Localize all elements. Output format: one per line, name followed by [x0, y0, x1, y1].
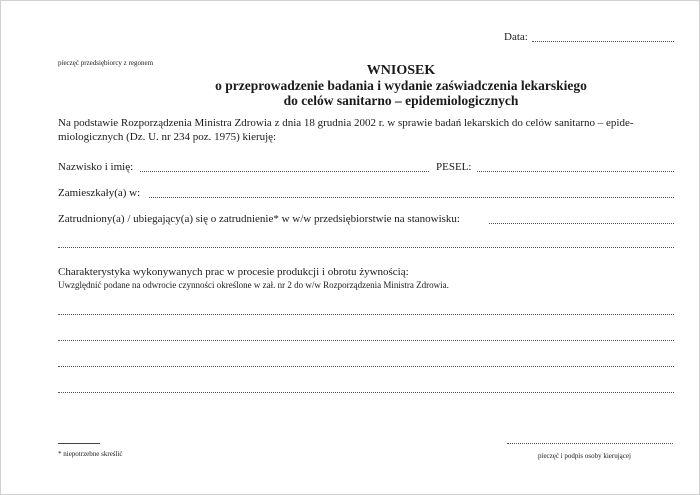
pesel-field[interactable]	[477, 171, 674, 172]
name-field[interactable]	[140, 171, 429, 172]
characteristics-line-1[interactable]	[58, 314, 674, 315]
intro-line-2: miologicznych (Dz. U. nr 234 poz. 1975) kieruję:	[58, 131, 277, 143]
date-field[interactable]	[532, 41, 674, 42]
title-line-3: do celów sanitarno – epidemiologicznych	[283, 93, 519, 108]
footnote: * niepotrzebne skreślić	[58, 450, 123, 458]
intro-line-1: Na podstawie Rozporządzenia Ministra Zdrowia z dnia 18 grudnia 2002 r. w sprawie badań lekarskich do celów sanitarno – epide-	[58, 117, 634, 129]
characteristics-line-2[interactable]	[58, 340, 674, 341]
address-label: Zamieszkały(a) w:	[58, 187, 141, 199]
characteristics-line-4[interactable]	[58, 392, 674, 393]
position-field[interactable]	[489, 223, 674, 224]
title-line-1: WNIOSEK	[366, 63, 436, 78]
characteristics-title: Charakterystyka wykonywanych prac w procesie produkcji i obrotu żywnością:	[58, 266, 409, 278]
address-field[interactable]	[149, 197, 674, 198]
employment-label: Zatrudniony(a) / ubiegający(a) się o zatrudnienie* w w/w przedsiębiorstwie na stanowisku:	[58, 213, 460, 225]
position-field-continued[interactable]	[58, 247, 674, 248]
title-line-2: o przeprowadzenie badania i wydanie zaświadczenia lekarskiego	[215, 78, 587, 93]
form-title	[111, 63, 691, 108]
characteristics-line-3[interactable]	[58, 366, 674, 367]
signature-label: pieczęć i podpis osoby kierującej	[538, 452, 631, 460]
date-label: Data:	[504, 31, 528, 43]
stamp-label: pieczęć przedsiębiorcy z regonem	[58, 59, 154, 67]
signature-field[interactable]	[507, 443, 673, 444]
pesel-label: PESEL:	[436, 161, 472, 173]
characteristics-note: Uwzględnić podane na odwrocie czynności określone w zał. nr 2 do w/w Rozporządzenia Ministra Zdrowia.	[58, 280, 449, 290]
name-label: Nazwisko i imię:	[58, 161, 134, 173]
footnote-separator	[58, 443, 100, 444]
